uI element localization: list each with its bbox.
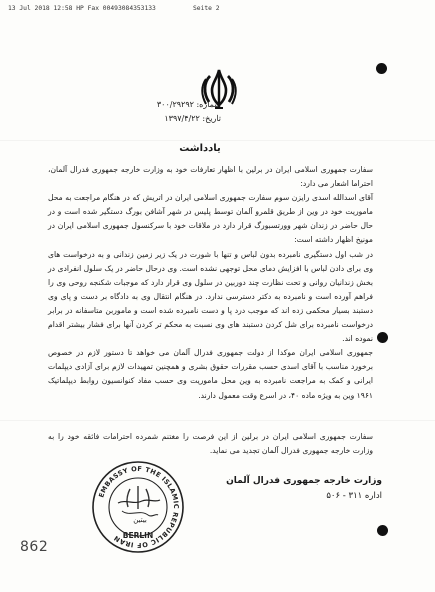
reference-date-value: ۱۳۹۷/۴/۲۲ xyxy=(164,114,200,123)
office-number: ۳۱۱ - ۵۰۶ xyxy=(326,491,363,501)
reference-date xyxy=(164,114,221,123)
stamp-city: BERLIN xyxy=(122,531,154,540)
embassy-stamp xyxy=(90,459,186,555)
recipient-block xyxy=(226,474,382,504)
body-paragraph: آقای اسدالله اسدی رایزن سوم سفارت جمهوری اسلامی ایران در اتریش که در هنگام مراجعت به محل ماموریت خود در وین از طریق قلمرو آلمان توسط پلیس در شهر آشافن بورگ دستگیر شده است و در حال حاضر در زندان شهر وورتسبورگ قرار دارد در ملاقات خود با سرکنسول جمهوری اسلامی ایران در مونیخ اظهار داشته است: xyxy=(48,193,373,245)
fax-header-page: Seite 2 xyxy=(193,5,220,12)
office-reference xyxy=(226,489,382,504)
scan-artifact xyxy=(0,140,435,141)
body-paragraph: سفارت جمهوری اسلامی ایران در برلین با اظهار تعارفات خود به وزارت خارجه جمهوری فدرال آلمان، احتراما اشعار می دارد: xyxy=(48,165,373,189)
stamp-handwritten: بیتین xyxy=(133,516,147,524)
scan-artifact xyxy=(0,420,435,421)
stamp-ring-text: EMBASSY OF THE ISLAMIC REPUBLIC OF IRAN xyxy=(97,464,181,550)
fax-header xyxy=(8,5,427,12)
document-title: یادداشت xyxy=(179,143,221,154)
punch-hole xyxy=(377,525,388,536)
body-paragraph: جمهوری اسلامی ایران موکدا از دولت جمهوری فدرال آلمان می خواهد تا دستور لازم در خصوص برخورد مناسب با آقای اسدی حسب مقررات حقوق بشری و همچنین تمهیدات لازم برای آزادی دیپلمات ایرانی و کمک به مراجعت نامبرده به وین محل ماموریت وی حسب مفاد کنوانسیون روابط دیپلماتیک ۱۹۶۱ وین به ویژه ماده ۴۰، در اسرع وقت معمول دارند. xyxy=(48,348,373,400)
note-body xyxy=(48,163,373,403)
body-paragraph: در شب اول دستگیری نامبرده بدون لباس و تنها با شورت در یک زیر زمین زندانی و به درخواست های وی برای دادن لباس با افزایش دمای محل توجهی نشده است. وی درحال حاضر در یک سلول انفرادی در بخش زندانیان روانی و تحت نظارت چند دوربین در سلول وی قرار دارد که موجبات شکنجه روحی وی را فراهم آورده است و نامبرده به دکتر دسترسی ندارد. در هنگام انتقال وی به دادگاه بر دست و پای وی دستبند بسیار محکمی زده اند که موجب درد پا و دست نامبرده شده است و ماموربن متاسفانه در برابر درخواست نامبرده برای شل کردن دستبند های وی نسبت به محکم تر کردن آنها برای فشار بیشتر اقدام نموده اند. xyxy=(48,249,373,344)
closing-paragraph: سفارت جمهوری اسلامی ایران در برلین از این فرصت را مغتنم شمرده احترامات فائقه خود را به وزارت خارجه جمهوری فدرال آلمان تجدید می نماید. xyxy=(48,432,373,456)
punch-hole xyxy=(377,332,388,343)
fax-header-left: 13 Jul 2018 12:58 HP Fax 00493084353133 xyxy=(8,5,156,12)
reference-number-value: ۳۰۰/۲۹۲۹۲ xyxy=(156,100,194,109)
page-number: 862 xyxy=(20,539,49,555)
reference-number-label: شماره: xyxy=(196,100,221,109)
recipient-name: وزارت خارجه جمهوری فدرال آلمان xyxy=(226,476,382,486)
office-label: اداره xyxy=(364,491,382,501)
reference-date-label: تاریخ: xyxy=(202,114,221,123)
reference-number xyxy=(157,100,221,109)
punch-hole xyxy=(376,63,387,74)
